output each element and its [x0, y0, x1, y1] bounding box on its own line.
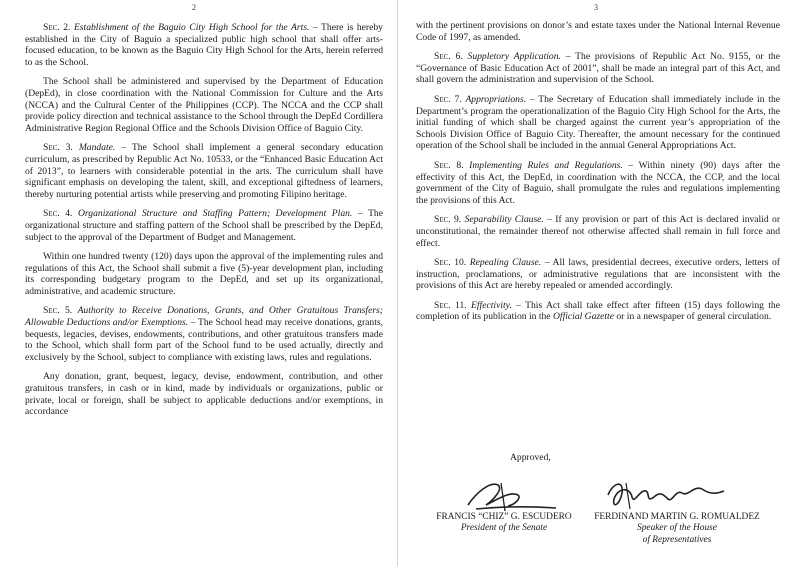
section-body: – The School head may receive donations, grants, bequests, legacies, devises, endowments, contributions, and other gratuitous transfers made to the School, which shall form part of the School fund to be used actually, directly and exclusively by the School, subject to compliance with existing laws, rules and regulations.: [25, 317, 384, 363]
section-body-end: or in a newspaper of general circulation.: [613, 311, 772, 323]
section-body: – The School shall implement a general secondary education curriculum, as prescribed by Republic Act No. 10533, or the “Enhanced Basic Education Act of 2013”, to learners with considerable potential in the arts. The curriculum shall have significant emphasis on developing the talent, skill, and exceptional giftedness of learners, thereby nurturing potential artists while preserving and promoting Filipino heritage.: [25, 142, 383, 200]
section-number: Sec. 9.: [434, 214, 462, 226]
section-title: Organizational Structure and Staffing Pattern; Development Plan.: [78, 208, 353, 220]
section-2: [25, 22, 383, 68]
gazette-title: Official Gazette: [552, 311, 614, 323]
section-title: Authority to Receive Donations, Grants, and Other Gratuitous Transfers; Allowable Deductions and/or Exemptions.: [25, 305, 383, 329]
section-title: Implementing Rules and Regulations.: [469, 159, 623, 171]
signature-romualdez: [584, 475, 774, 515]
section-9: [416, 214, 780, 249]
section-title: Mandate.: [78, 142, 116, 154]
left-column: [25, 22, 383, 426]
section-body: – All laws, presidential decrees, executive orders, letters of instruction, proclamations, or administrative regulations that are inconsistent with the provisions of this Act are hereby repealed or amended accordingly.: [416, 257, 780, 292]
section-6: [416, 51, 780, 86]
section-number: Sec. 5.: [43, 305, 73, 317]
section-number: Sec. 2.: [43, 22, 71, 33]
signatory-romualdez: [574, 512, 780, 546]
section-7: [416, 94, 780, 152]
section-5: [25, 305, 383, 363]
signature-scribble-icon: [406, 475, 596, 515]
section-body: – There is hereby established in the City of Baguio a specialized public high school that shall offer arts-focused education, to be known as the Baguio City High School for the Arts, herein referred to as the School.: [25, 22, 383, 68]
section-11: [416, 300, 780, 323]
paragraph-development-plan: Within one hundred twenty (120) days upon the approval of the implementing rules and regulations of this Act, the School shall submit a five (5)-year development plan, including its corresponding budgetary program to the DepEd, and set up its organizational, administrative, and academic structure.: [25, 251, 383, 297]
section-number: Sec. 3.: [43, 142, 73, 154]
section-4: [25, 208, 383, 243]
section-body: – The provisions of Republic Act No. 9155, or the “Governance of Basic Education Act of 2001”, shall be made an integral part of this Act, and shall govern the administration and supervision of the School.: [416, 51, 780, 86]
page-number: 2: [192, 3, 196, 12]
section-title: Appropriations.: [465, 93, 527, 105]
section-body: – If any provision or part of this Act is declared invalid or unconstitutional, the remainder thereof not otherwise affected shall remain in full force and effect.: [416, 214, 781, 249]
section-title: Effectivity.: [471, 299, 512, 311]
paragraph-administration: The School shall be administered and supervised by the Department of Education (DepEd), in close coordination with the National Commission for Culture and the Arts (NCCA) and the Cultural Center of the Philippines (CCP). The NCCA and the CCP shall provide policy direction and technical assistance to the School through the DepEd Cordillera Administrative Region Regional Office and the Schools Division Office of Baguio City.: [25, 76, 383, 134]
section-title: Establishment of the Baguio City High School for the Arts.: [73, 22, 310, 33]
section-8: [416, 160, 780, 206]
section-number: Sec. 6.: [434, 51, 463, 63]
page-right: [398, 0, 796, 566]
section-body: – The Secretary of Education shall immediately include in the Department’s program the operationalization of the Baguio City High School for the Arts, the initial funding of which shall be charged against the current year’s appropriation of the Schools Division Office of Baguio City. Thereafter, the amount necessary for the continued operation of the School shall be included in the annual General Appropriations Act.: [416, 93, 780, 152]
page-number: 3: [594, 3, 598, 12]
signatory-title-line2: of Representatives: [642, 534, 712, 545]
paragraph-continued: with the pertinent provisions on donor’s and estate taxes under the National Internal Revenue Code of 1997, as amended.: [416, 20, 780, 43]
signatory-name: FERDINAND MARTIN G. ROMUALDEZ: [594, 512, 760, 522]
signatory-title-line1: Speaker of the House: [637, 523, 717, 534]
right-column: [416, 20, 780, 331]
section-title: Separability Clause.: [464, 214, 544, 226]
section-number: Sec. 11.: [434, 299, 467, 311]
signature-escudero: [406, 475, 596, 515]
section-number: Sec. 8.: [434, 159, 464, 171]
section-title: Repealing Clause.: [469, 257, 542, 269]
section-body: – The organizational structure and staffing pattern of the School shall be prescribed by the DepEd, subject to the approval of the Department of Budget and Management.: [25, 208, 383, 243]
approved-label: Approved,: [510, 452, 551, 463]
signatory-name: FRANCIS “CHIZ” G. ESCUDERO: [436, 512, 572, 522]
section-number: Sec. 4.: [43, 208, 73, 220]
section-body: – This Act shall take effect after fifteen (15) days following the completion of its publication in the: [416, 299, 780, 323]
section-number: Sec. 7.: [434, 93, 462, 105]
section-title: Suppletory Application.: [467, 51, 561, 63]
section-body: – Within ninety (90) days after the effectivity of this Act, the DepEd, in coordination with the NCCA, the CCP, and the local government of the City of Baguio, shall promulgate the rules and regulations implementing the provisions of this Act.: [416, 159, 780, 206]
paragraph-donations: Any donation, grant, bequest, legacy, devise, endowment, contribution, and other gratuitous transfers, in cash or in kind, made by individuals or organizations, public or private, local or foreign, shall be subject to applicable deductions and/or exemptions, in accordance: [25, 371, 383, 418]
section-10: [416, 257, 780, 292]
signatory-title: President of the Senate: [460, 523, 548, 534]
section-3: [25, 142, 383, 200]
signature-scribble-icon: [584, 475, 774, 515]
section-number: Sec. 10.: [434, 257, 467, 269]
